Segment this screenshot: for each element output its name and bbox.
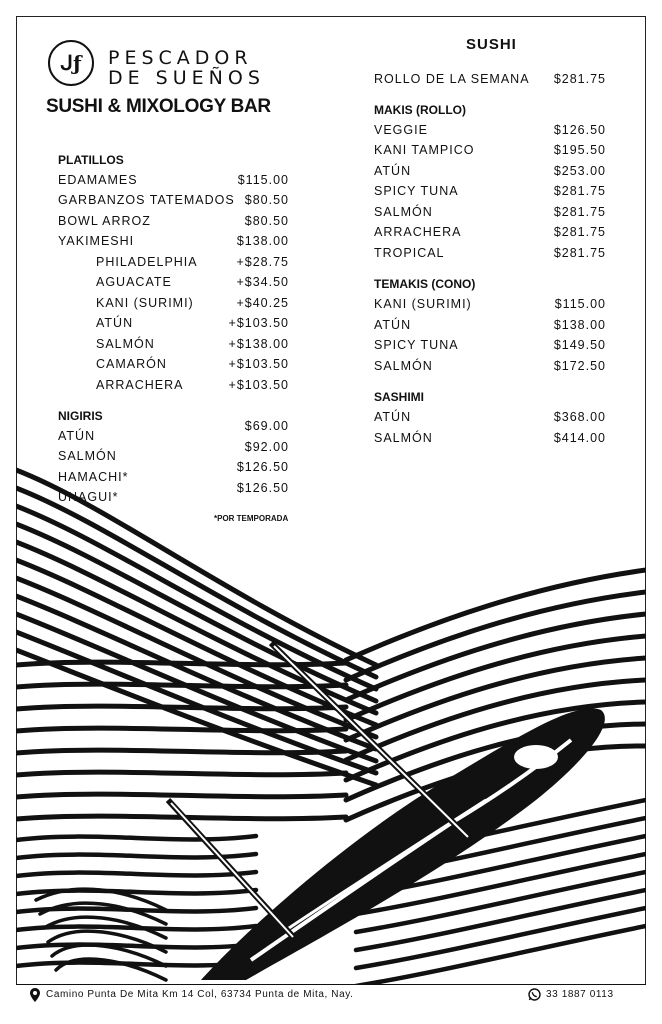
extra-item xyxy=(96,354,289,374)
menu-item xyxy=(374,120,606,140)
item-name: SALMÓN xyxy=(374,205,433,219)
item-price: +$138.00 xyxy=(228,337,289,351)
seasonal-note: *POR TEMPORADA xyxy=(214,514,289,523)
whatsapp-icon xyxy=(528,988,541,1001)
menu-item xyxy=(374,294,606,314)
item-price: $115.00 xyxy=(237,173,289,187)
hook-icon: ᒍƒ xyxy=(60,51,82,75)
item-price: +$40.25 xyxy=(236,296,289,310)
item-price: $414.00 xyxy=(553,431,606,445)
item-name: VEGGIE xyxy=(374,123,428,137)
section-title-nigiris: NIGIRIS xyxy=(58,409,103,423)
item-price: +$103.50 xyxy=(228,316,289,330)
menu-item xyxy=(374,161,606,181)
section-title-platillos: PLATILLOS xyxy=(58,153,124,167)
item-name: ARRACHERA xyxy=(96,378,184,392)
item-price: +$103.50 xyxy=(228,378,289,392)
menu-item xyxy=(374,315,606,335)
section-title-sushi: SUSHI xyxy=(466,36,517,53)
menu-item xyxy=(58,170,289,190)
brand-subtitle: SUSHI & MIXOLOGY BAR xyxy=(46,96,271,117)
footer-address: Camino Punta De Mita Km 14 Col, 63734 Punta de Mita, Nay. xyxy=(46,989,354,1000)
menu-item xyxy=(374,407,606,427)
item-price: +$28.75 xyxy=(236,255,289,269)
menu-item xyxy=(374,335,606,355)
item-name: ATÚN xyxy=(96,316,134,330)
section-title-sashimi: SASHIMI xyxy=(374,390,425,404)
item-price: $253.00 xyxy=(553,164,606,178)
menu-item xyxy=(374,356,606,376)
nigiri-name: ATÚN xyxy=(58,429,96,443)
item-name: YAKIMESHI xyxy=(58,234,135,248)
logo xyxy=(48,40,94,86)
menu-item xyxy=(374,428,606,448)
item-price: $195.50 xyxy=(553,143,606,157)
item-name: GARBANZOS TATEMADOS xyxy=(58,193,235,207)
section-title-makis: MAKIS (ROLLO) xyxy=(374,103,466,117)
item-price: $281.75 xyxy=(553,246,606,260)
item-price: +$103.50 xyxy=(228,357,289,371)
item-price: $281.75 xyxy=(553,205,606,219)
nigiri-price: $126.50 xyxy=(236,481,289,495)
menu-item xyxy=(374,181,606,201)
item-name: ROLLO DE LA SEMANA xyxy=(374,72,530,86)
extra-item xyxy=(96,313,289,333)
nigiri-name: HAMACHI* xyxy=(58,470,129,484)
item-price: +$34.50 xyxy=(236,275,289,289)
nigiri-name: UNAGUI* xyxy=(58,490,119,504)
item-name: EDAMAMES xyxy=(58,173,138,187)
footer-phone: 33 1887 0113 xyxy=(546,989,614,1000)
item-price: $281.75 xyxy=(553,72,606,86)
item-name: SPICY TUNA xyxy=(374,184,459,198)
item-price: $80.50 xyxy=(244,214,289,228)
nigiri-name: SALMÓN xyxy=(58,449,117,463)
menu-item xyxy=(374,202,606,222)
nigiri-price: $69.00 xyxy=(244,419,289,433)
item-price: $368.00 xyxy=(553,410,606,424)
brand-name-line2: DE SUEÑOS xyxy=(108,67,265,89)
waves-boat-illustration xyxy=(16,460,646,984)
item-name: BOWL ARROZ xyxy=(58,214,151,228)
menu-item xyxy=(374,69,606,89)
nigiri-price: $126.50 xyxy=(236,460,289,474)
item-price: $126.50 xyxy=(553,123,606,137)
item-name: KANI TAMPICO xyxy=(374,143,475,157)
brand-name-line1: PESCADOR xyxy=(108,47,253,69)
item-name: PHILADELPHIA xyxy=(96,255,198,269)
extra-item xyxy=(96,272,289,292)
item-price: $80.50 xyxy=(244,193,289,207)
item-name: SALMÓN xyxy=(374,431,433,445)
extra-item xyxy=(96,252,289,272)
item-name: SALMÓN xyxy=(96,337,155,351)
item-name: CAMARÓN xyxy=(96,357,167,371)
item-name: TROPICAL xyxy=(374,246,445,260)
item-name: KANI (SURIMI) xyxy=(96,296,194,310)
item-price: $149.50 xyxy=(553,338,606,352)
item-price: $115.00 xyxy=(554,297,606,311)
menu-item xyxy=(58,231,289,251)
nigiri-price: $92.00 xyxy=(244,440,289,454)
item-name: AGUACATE xyxy=(96,275,172,289)
item-price: $138.00 xyxy=(236,234,289,248)
extra-item xyxy=(96,334,289,354)
item-name: KANI (SURIMI) xyxy=(374,297,472,311)
section-title-temakis: TEMAKIS (CONO) xyxy=(374,277,476,291)
item-name: ATÚN xyxy=(374,164,412,178)
menu-item xyxy=(58,211,289,231)
item-name: SALMÓN xyxy=(374,359,433,373)
item-name: ATÚN xyxy=(374,318,412,332)
location-pin-icon xyxy=(30,988,40,1002)
item-price: $281.75 xyxy=(553,184,606,198)
item-price: $172.50 xyxy=(553,359,606,373)
item-price: $281.75 xyxy=(553,225,606,239)
item-name: SPICY TUNA xyxy=(374,338,459,352)
extra-item xyxy=(96,293,289,313)
menu-item xyxy=(58,190,289,210)
menu-item xyxy=(374,243,606,263)
menu-item xyxy=(374,140,606,160)
item-price: $138.00 xyxy=(553,318,606,332)
menu-item xyxy=(374,222,606,242)
item-name: ATÚN xyxy=(374,410,412,424)
item-name: ARRACHERA xyxy=(374,225,462,239)
extra-item xyxy=(96,375,289,395)
